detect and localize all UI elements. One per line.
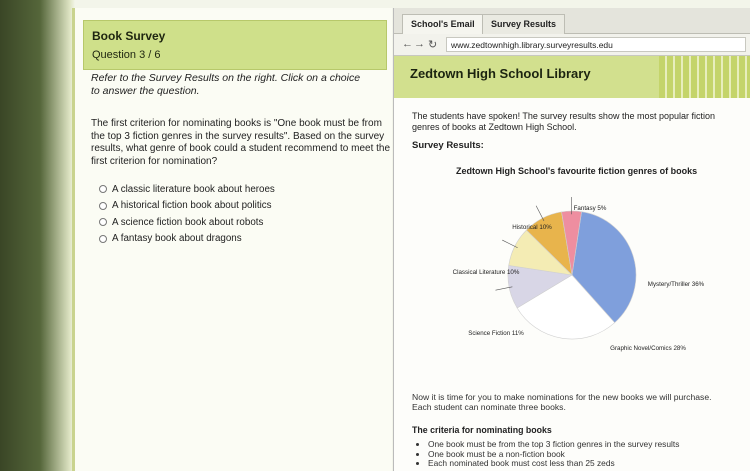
pie-label: Mystery/Thriller 36%	[647, 281, 705, 288]
nomination-line-2: Each student can nominate three books.	[412, 402, 566, 412]
option-fantasy[interactable]	[99, 231, 275, 248]
site-title: Zedtown High School Library	[410, 66, 591, 81]
pie-label: Graphic Novel/Comics 28%	[610, 345, 686, 352]
nomination-line-1: Now it is time for you to make nominations for the new books we will purchase.	[412, 392, 712, 402]
survey-header	[83, 20, 387, 70]
forward-arrow-icon[interactable]: →	[414, 38, 425, 50]
refresh-icon[interactable]: ↻	[428, 39, 438, 51]
criteria-list	[424, 440, 744, 469]
site-banner	[394, 56, 750, 98]
intro-text: The students have spoken! The survey results show the most popular fiction genres of books at Zedtown High School.	[412, 111, 715, 132]
option-label: A science fiction book about robots	[112, 216, 264, 228]
answer-options	[99, 181, 275, 247]
chart-title: Zedtown High School's favourite fiction genres of books	[456, 166, 698, 176]
nomination-intro	[412, 392, 747, 412]
pie-leader-line	[502, 240, 517, 248]
option-classic-literature[interactable]	[99, 181, 275, 198]
browser-tabs	[394, 8, 750, 34]
option-label: A fantasy book about dragons	[112, 233, 242, 245]
pie-leader-line	[536, 206, 544, 221]
pie-label: Historical 10%	[512, 224, 552, 231]
radio-button[interactable]	[99, 185, 107, 193]
criteria-item: • Each nominated book must cost less than 25 zeds	[428, 459, 744, 469]
radio-button[interactable]	[99, 218, 107, 226]
option-label: A historical fiction book about politics	[112, 200, 272, 212]
bookshelf-banner-image	[659, 56, 750, 98]
option-historical-fiction[interactable]	[99, 198, 275, 215]
criteria-item: • One book must be a non-fiction book	[428, 450, 744, 460]
pie-label: Science Fiction 11%	[468, 330, 524, 337]
question-text: The first criterion for nominating books is "One book must be from the top 3 fiction genres in the survey results". Based on the survey results, what genre of book could a student recommend to meet the first criterion for nomination?	[91, 118, 391, 167]
criteria-item: • One book must be from the top 3 fiction genres in the survey results	[428, 440, 744, 450]
address-bar	[394, 34, 750, 56]
survey-title: Book Survey	[92, 29, 166, 43]
tab-school-email[interactable]: School's Email	[402, 14, 484, 34]
radio-button[interactable]	[99, 202, 107, 210]
pie-chart	[444, 188, 744, 388]
option-science-fiction[interactable]	[99, 214, 275, 231]
pie-label: Fantasy 5%	[573, 205, 607, 212]
option-label: A classic literature book about heroes	[112, 183, 275, 195]
tab-survey-results[interactable]: Survey Results	[482, 14, 565, 34]
survey-pane	[72, 8, 392, 471]
criteria-heading: The criteria for nominating books	[412, 425, 552, 435]
instruction-text: Refer to the Survey Results on the right. Click on a choice to answer the question.	[91, 72, 361, 97]
url-field[interactable]: www.zedtownhigh.library.surveyresults.edu	[446, 37, 746, 52]
back-arrow-icon[interactable]: ←	[402, 38, 413, 50]
question-counter: Question 3 / 6	[92, 49, 161, 61]
pie-label: Classical Literature 10%	[452, 269, 520, 276]
results-heading: Survey Results:	[412, 140, 484, 151]
radio-button[interactable]	[99, 235, 107, 243]
browser-pane	[393, 8, 750, 471]
